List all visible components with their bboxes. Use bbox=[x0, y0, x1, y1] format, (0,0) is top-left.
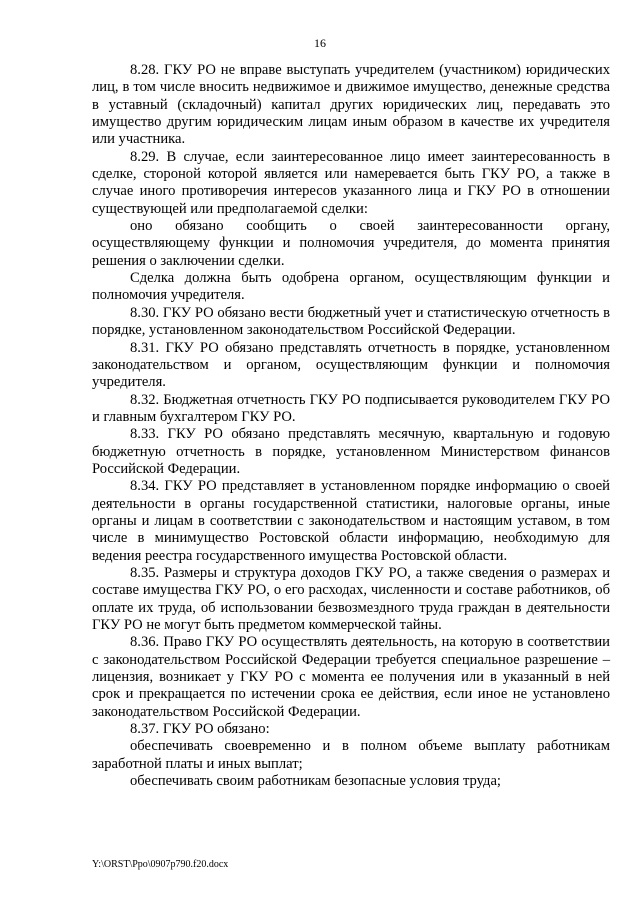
paragraph-8-31: 8.31. ГКУ РО обязано представлять отчетность в порядке, установленном законодательством и органом, осуществляющим функции и полномочия учредителя. bbox=[92, 339, 610, 391]
paragraph-8-29: 8.29. В случае, если заинтересованное лицо имеет заинтересованность в сделке, стороной которой является или намеревается быть ГКУ РО, а также в случае иного противоречия интересов указанного лица и ГКУ РО в отношении существующей или предполагаемой сделки: bbox=[92, 148, 610, 217]
paragraph-8-29-approval: Сделка должна быть одобрена органом, осуществляющим функции и полномочия учредителя. bbox=[92, 270, 610, 304]
paragraph-8-30: 8.30. ГКУ РО обязано вести бюджетный учет и статистическую отчетность в порядке, установленном законодательством Российской Федерации. bbox=[92, 304, 610, 339]
paragraph-8-34: 8.34. ГКУ РО представляет в установленном порядке информацию о своей деятельности в органы государственной статистики, налоговые органы, иные органы и лицам в соответствии с законодательством и настоящим уставом, в том числе в минимущество Ростовской области информацию, необходимую для ведения реестра государственного имущества Ростовской области. bbox=[92, 478, 610, 564]
page-number: 16 bbox=[314, 36, 326, 50]
paragraph-8-37-item-safety: обеспечивать своим работникам безопасные условия труда; bbox=[130, 773, 501, 790]
paragraph-8-35: 8.35. Размеры и структура доходов ГКУ РО, а также сведения о размерах и составе имущества ГКУ РО, о его расходах, численности и составе работников, об оплате их труда, об использовании безвозмездного труда граждан в деятельности ГКУ РО не могут быть предметом коммерческой тайны. bbox=[92, 564, 610, 633]
paragraph-8-32: 8.32. Бюджетная отчетность ГКУ РО подписывается руководителем ГКУ РО и главным бухгалтером ГКУ РО. bbox=[92, 391, 610, 425]
paragraph-8-37: 8.37. ГКУ РО обязано: bbox=[130, 721, 270, 738]
paragraph-8-33: 8.33. ГКУ РО обязано представлять месячную, квартальную и годовую бюджетную отчетность в порядке, установленном Министерством финансов Российской Федерации. bbox=[92, 426, 610, 477]
paragraph-8-37-item-salary: обеспечивать своевременно и в полном объеме выплату работникам заработной платы и иных выплат; bbox=[92, 738, 610, 772]
paragraph-8-28: 8.28. ГКУ РО не вправе выступать учредителем (участником) юридических лиц, в том числе вносить недвижимое и движимое имущество, денежные средства в уставный (складочный) капитал других юридических лиц, передавать это имущество другим юридическим лицам иным образом в качестве их учредителя или участника. bbox=[92, 62, 610, 148]
document-body bbox=[92, 62, 610, 790]
paragraph-8-29-obligation: оно обязано сообщить о своей заинтересованности органу, осуществляющему функции и полномочия учредителя, до момента принятия решения о заключении сделки. bbox=[92, 218, 610, 269]
footer-file-path: Y:\ORST\Ppo\0907p790.f20.docx bbox=[92, 859, 229, 870]
paragraph-8-36: 8.36. Право ГКУ РО осуществлять деятельность, на которую в соответствии с законодательством Российской Федерации требуется специальное разрешение – лицензия, возникает у ГКУ РО с момента ее получения или в указанный в ней срок и прекращается по истечении срока ее действия, если иное не установлено законодательством Российской Федерации. bbox=[92, 634, 610, 720]
